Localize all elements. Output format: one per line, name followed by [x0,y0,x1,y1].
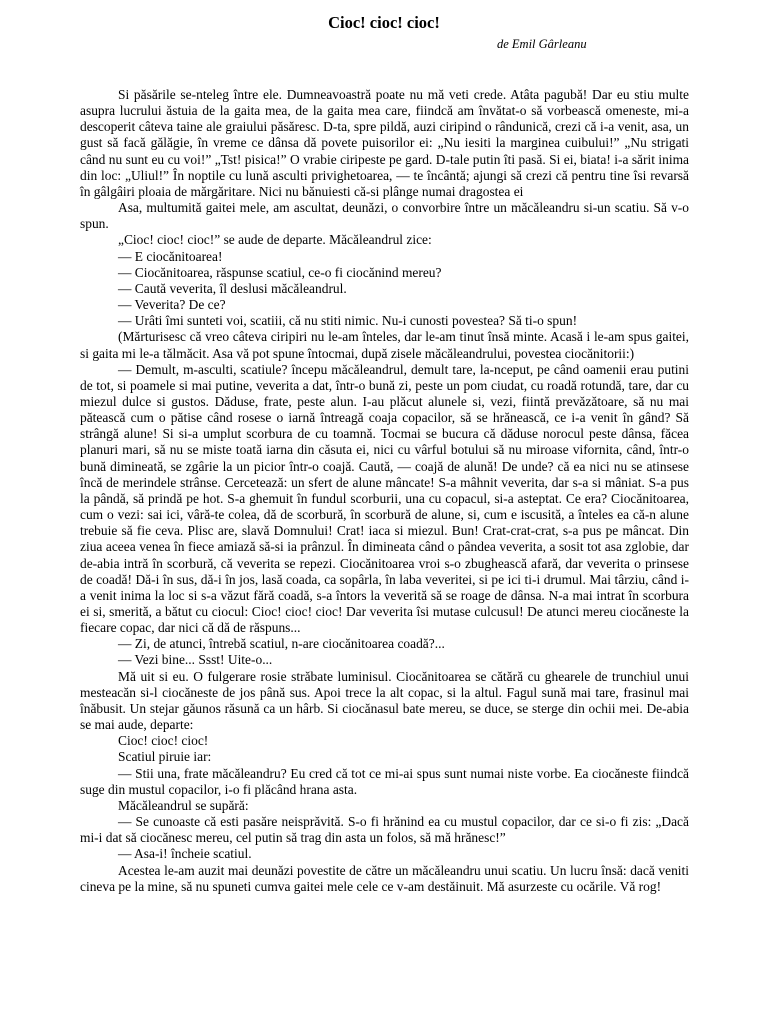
paragraph: Cioc! cioc! cioc! [118,733,209,749]
story-body [80,87,689,895]
paragraph: Si păsările se-nteleg între ele. Dumneavoastră poate nu mă veti crede. Atâta pagubă! Dar eu stiu multe asupra lucrului ăstuia de la gaita mea, de la gaita mea care, fiindcă am învătat-o să vorbească omeneste, mi-a descoperit câteva taine ale graiului păsăresc. D-ta, spre pildă, auzi ciripind o rândunică, crezi că i-a venit, asa, un gust să facă gălăgie, în vreme ce dânsa dă povete puisorilor ei: „Nu iesiti la marginea cuibului!” „Nu strigati când nu sunt eu cu voi!” „Tst! pisica!” O vrabie ciripeste pe gard. D-tale putin îti pasă. Si ei, biata! i-a sărit inima din loc: „Uliul!” În noptile cu lună asculti privighetoarea, — te încântă; ajungi să crezi că pentru tine îsi revarsă în gâlgâiri ploaia de mărgăritare. Nici nu bănuiesti că-si plânge numai dragostea ei [80,87,689,199]
paragraph: — Ciocănitoarea, răspunse scatiul, ce-o fi ciocănind mereu? [118,264,442,280]
paragraph: — E ciocănitoarea! [118,248,223,264]
paragraph: — Se cunoaste că esti pasăre neisprăvită. S-o fi hrănind ea cu mustul copacilor, dar ce si-o fi zis: „Dacă mi-i dat să ciocănesc mereu, cel putin să trag din asta un folos, să mă hrănesc!” [80,814,689,846]
paragraph: — Vezi bine... Ssst! Uite-o... [118,652,273,668]
author-line: de Emil Gârleanu [497,37,587,51]
story-title: Cioc! cioc! cioc! [328,13,440,32]
paragraph: — Caută veverita, îl deslusi măcăleandrul. [118,280,347,296]
paragraph: — Stii una, frate măcăleandru? Eu cred că tot ce mi-ai spus sunt numai niste vorbe. Ea ciocăneste fiindcă suge din mustul copacilor, i-o fi plăcând hrana asta. [80,765,689,797]
paragraph: Asa, multumită gaitei mele, am ascultat, deunăzi, o convorbire între un măcăleandru si-un scatiu. Să v-o spun. [80,200,689,232]
paragraph: — Veverita? De ce? [118,297,226,313]
paragraph: — Urâti îmi sunteti voi, scatiii, că nu stiti nimic. Nu-i cunosti povestea? Să ti-o spun! [118,313,578,329]
paragraph: Scatiul piruie iar: [118,749,212,765]
paragraph: (Mărturisesc că vreo câteva ciripiri nu le-am înteles, dar le-am tinut însă minte. Acasă i le-am spus gaitei, si gaita mi le-a tălmăcit. Asa vă pot spune întocmai, după zisele măcăleandrului, povestea ciocănitorii:) [80,329,689,361]
paragraph: — Demult, m-asculti, scatiule? începu măcăleandrul, demult tare, la-nceput, pe când oamenii erau putini de tot, si poamele si mai putine, veverita a dat, într-o bună zi, peste un pom ciudat, cu roadă rotundă, tare, dar cu miezul dulce si gustos. Dăduse, frate, peste alun. I-au plăcut alunele si, vezi, fiintă prevăzătoare, să nu mai pătească cum o pătise când rosese o iarnă întreagă coaja copacilor, să se hrănească, ce i-a venit în gând? Să strângă alune! Si si-a umplut scorbura de cu toamnă. Tocmai se bucura că dăduse norocul peste dânsa, făcea planuri mari, să nu se miste toată iarna din căsuta ei, nici cu vârful botului să nu miroase vifornita, când, într-o bună dimineată, se zgârie la un picior într-o coajă. Caută, — coajă de alună! De unde? că ea nici nu se atinsese încă de merindele strânse. Cercetează: un sfert de alune mâncate! S-a mâhnit veverita, dar s-a si mâniat. S-a pus la pândă, să prindă pe hot. S-a ghemuit în fundul scorburii, una cu copacul, si-a asteptat. Ce era? Ciocănitoarea, cum o vezi: sai ici, vâră-te colea, dă de scorbură, în scorbură de alune, si, cum e iscusită, a înteles ea că-n alune trebuie să fie ceva. Plisc are, slavă Domnului! Crat! iaca si miezul. Bun! Crat-crat-crat, s-a pus pe mâncat. Din ziua aceea venea în fiece amiază să-si ia prânzul. În dimineata când o pândea veverita, a sosit tot asa zglobie, dar de-abia intră în scorbură, că veverita se repezi. Ciocănitoarea vroi s-o zbughească afară, dar veverita o prinsese de coadă! Dă-i în sus, dă-i în jos, lasă coada, ca sopârla, în laba veveritei, si pe ici ti-i drumul. Mai târziu, când i-a venit inima la loc si s-a văzut fără coadă, s-a întors la veverită să se roage de dânsa. N-a mai intrat în scorbura ei si, smerită, a bătut cu ciocul: Cioc! cioc! cioc! Dar veverita îsi mutase culcusul! De atunci mereu ciocăneste la fiecare copac, dar nici că dă de răspuns... [80,361,689,636]
paragraph: — Asa-i! încheie scatiul. [118,846,252,862]
paragraph: — Zi, de atunci, întrebă scatiul, n-are ciocănitoarea coadă?... [118,636,445,652]
paragraph: Mă uit si eu. O fulgerare rosie străbate luminisul. Ciocănitoarea se cătără cu ghearele de trunchiul unui mesteacăn si-l ciocăneste de jos până sus. Apoi trece la alt copac, si la altul. Fagul sună mai tare, frasinul mai înăbusit. Un stejar găunos răsună ca un hârb. Si ciocănasul bate mereu, se duce, se sterge din ochii mei. De-abia se mai aude, departe: [80,668,689,733]
paragraph: „Cioc! cioc! cioc!” se aude de departe. Măcăleandrul zice: [118,232,432,248]
paragraph: Acestea le-am auzit mai deunăzi povestite de către un măcăleandru unui scatiu. Un lucru însă: dacă veniti cineva pe la mine, să nu spuneti cumva gaitei mele cele ce v-am destăinuit. Mă asurzeste cu ocările. Vă rog! [80,862,689,894]
paragraph: Măcăleandrul se supără: [118,797,249,813]
